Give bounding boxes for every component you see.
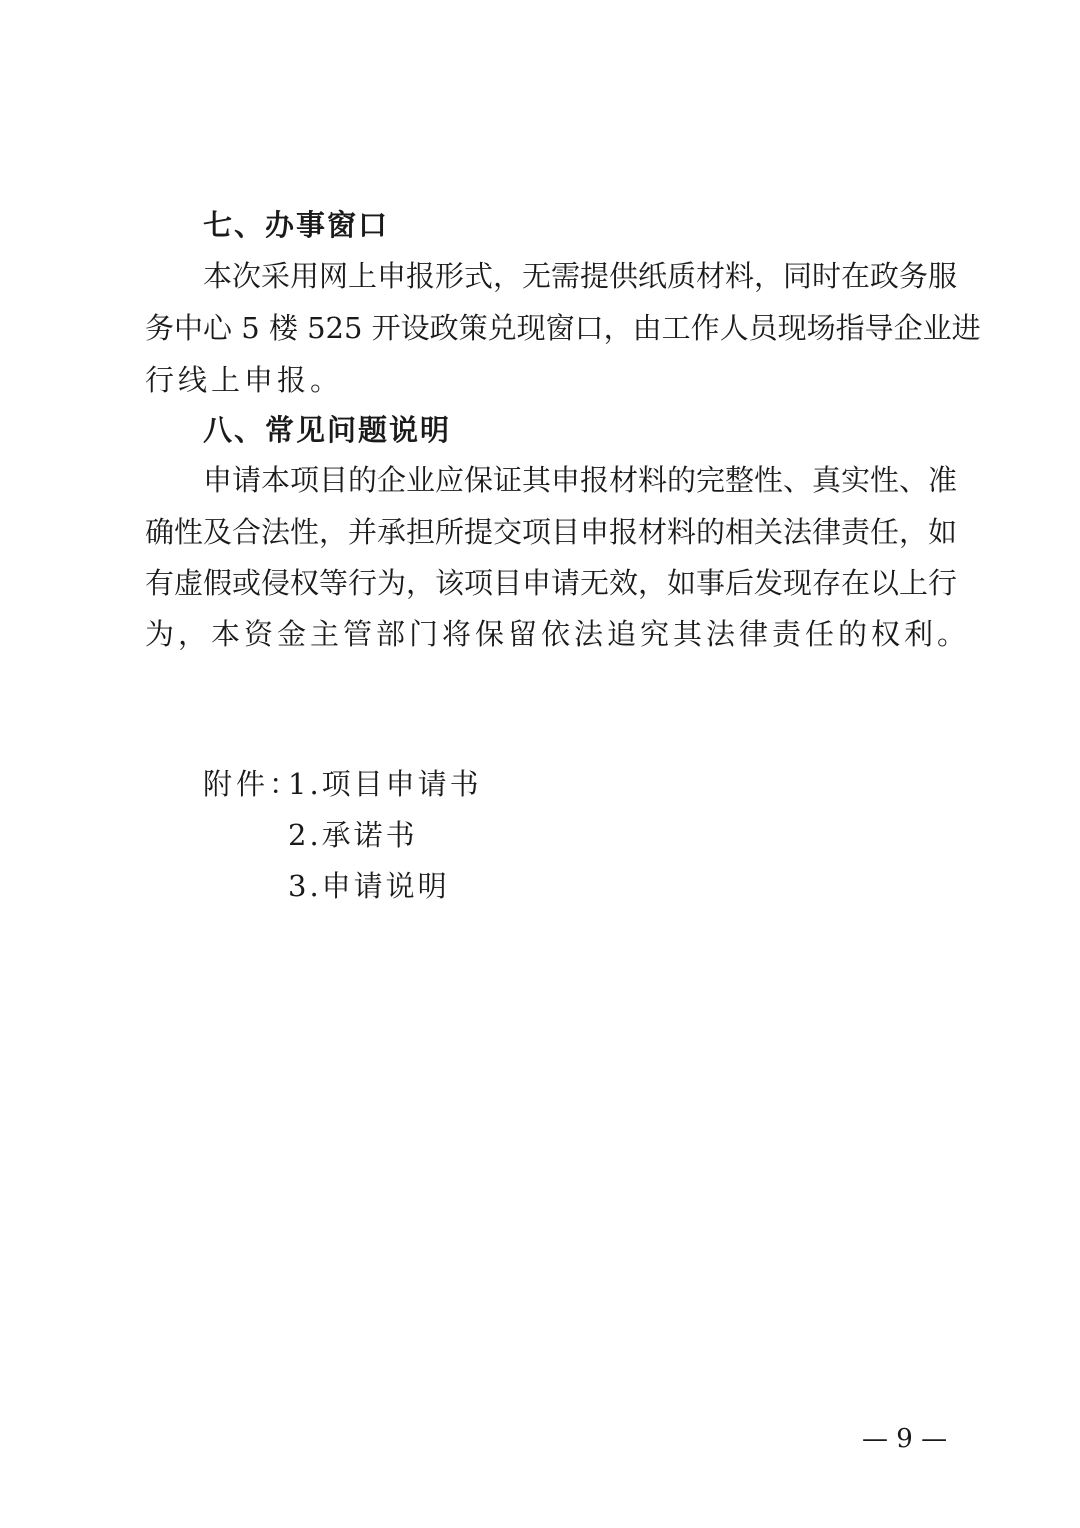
attachments-label: 附件： [203,767,303,801]
section-7-paragraph-line-1: 本次采用网上申报形式，无需提供纸质材料，同时在政务服 [203,259,958,293]
section-7-heading: 七、办事窗口 [203,208,390,242]
attachment-item-1: 1.项目申请书 [288,767,482,801]
attachment-item-3: 3.申请说明 [288,869,450,903]
section-7-paragraph-line-2: 务中心 5 楼 525 开设政策兑现窗口，由工作人员现场指导企业进 [145,311,981,345]
section-8-paragraph-line-4: 为，本资金主管部门将保留依法追究其法律责任的权利。 [145,617,971,651]
section-8-paragraph-line-2: 确性及合法性，并承担所提交项目申报材料的相关法律责任，如 [145,515,958,549]
attachment-item-2: 2.承诺书 [288,818,418,852]
section-8-paragraph-line-3: 有虚假或侵权等行为，该项目申请无效，如事后发现存在以上行 [145,566,958,600]
section-8-heading: 八、常见问题说明 [203,413,452,447]
section-7-paragraph-line-3: 行线上申报。 [145,363,344,397]
section-8-paragraph-line-1: 申请本项目的企业应保证其申报材料的完整性、真实性、准 [203,463,958,497]
page-number: — 9 — [862,1424,948,1454]
